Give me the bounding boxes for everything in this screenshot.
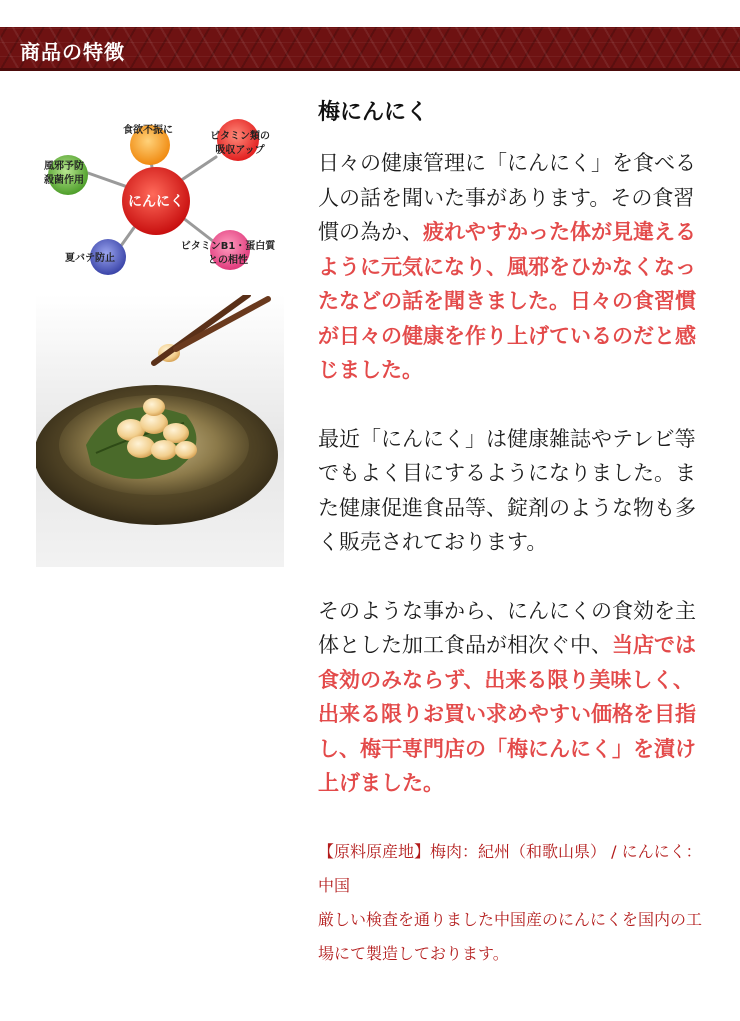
- summer-label: 夏バテ防止: [65, 253, 115, 264]
- origin-info: [318, 835, 708, 971]
- section-title: 商品の特徴: [20, 40, 125, 64]
- product-photo: [36, 295, 284, 567]
- cold-label-line2: 殺菌作用: [44, 175, 84, 186]
- benefits-diagram: [30, 95, 290, 285]
- inspection-text: 厳しい検査を通りました中国産のにんにくを国内の工場にて製造しております。: [318, 909, 703, 963]
- section-header: [0, 27, 740, 71]
- origin-text: 【原料原産地】梅肉：紀州（和歌山県） / にんにく：中国: [318, 841, 702, 895]
- cold-label-line1: 風邪予防: [44, 161, 84, 172]
- b1-label-line1: ビタミンB1・蛋白質: [180, 241, 276, 252]
- product-title: 梅にんにく: [318, 100, 429, 125]
- b1-label-line2: との相性: [208, 255, 248, 266]
- paragraph-3: [318, 594, 708, 801]
- appetite-label: 食欲不振に: [123, 125, 173, 136]
- vitamin-label-line1: ビタミン類の: [210, 131, 270, 142]
- center-label: にんにく: [128, 194, 184, 210]
- paragraph-2: 最近「にんにく」は健康雑誌やテレビ等でもよく目にするようになりました。また健康促進食品等、錠剤のような物も多く販売されております。: [318, 426, 696, 554]
- paragraph-1-highlight: 疲れやすかった体が見違えるように元気になり、風邪をひかなくなったなどの話を聞きました。日々の食習慣が日々の健康を作り上げているのだと感じました。: [318, 220, 696, 382]
- paragraph-3-normal: そのような事から、にんにくの食効を主体とした加工食品が相次ぐ中、: [318, 598, 696, 657]
- paragraph-1-normal: 日々の健康管理に「にんにく」を食べる人の話を聞いた事があります。その食習慣の為か、: [318, 151, 696, 244]
- paragraph-1: [318, 146, 708, 388]
- vitamin-label-line2: 吸収アップ: [215, 145, 265, 156]
- paragraph-3-highlight: 当店では食効のみならず、出来る限り美味しく、出来る限りお買い求めやすい価格を目指し、梅干専門店の「梅にんにく」を漬け上げました。: [318, 633, 696, 795]
- description-column: [318, 96, 708, 971]
